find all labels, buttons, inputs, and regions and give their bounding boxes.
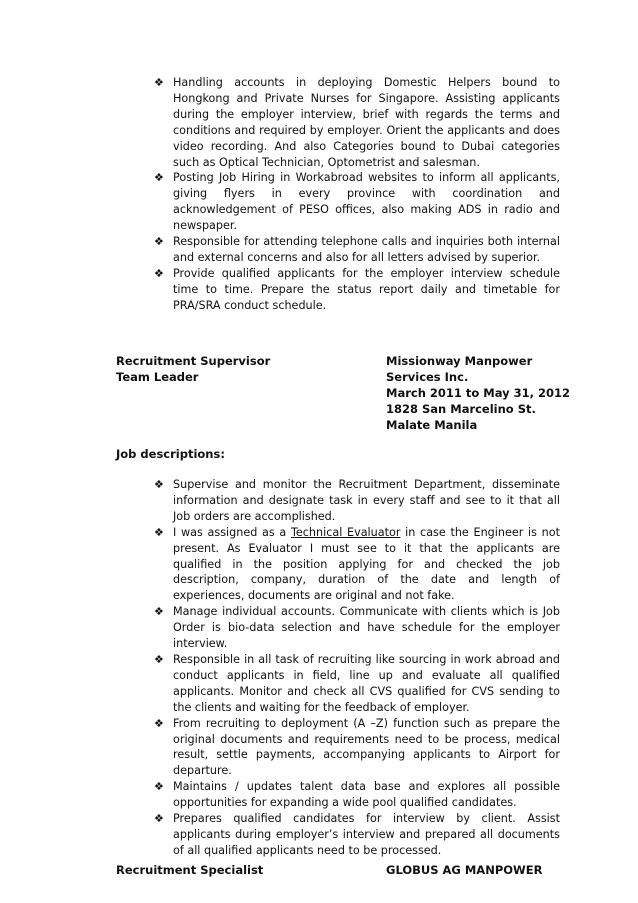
list-item: ❖ Responsible for attending telephone calls and inquiries both internal and external concerns and also for all letters advised by superior. (154, 235, 560, 264)
diamond-bullet-icon: ❖ (154, 652, 164, 666)
list-item: ❖ I was assigned as a Technical Evaluator in case the Engineer is not present. As Evaluator I must see to it that the applicants are qualified in the position applying for and checked the job description, company, duration of the date and length of experiences, documents are original and not fake. (154, 525, 560, 603)
list-item: ❖ Posting Job Hiring in Workabroad websites to inform all applicants, giving flyers in every province with coordination and acknowledgement of PESO offices, also making ADS in radio and newspaper. (154, 171, 560, 233)
job-title: Recruitment Supervisor (116, 354, 271, 368)
company-address-line1: 1828 San Marcelino St. (386, 402, 536, 416)
diamond-bullet-icon: ❖ (154, 266, 164, 280)
list-item: ❖ Handling accounts in deploying Domestic Helpers bound to Hongkong and Private Nurses for Singapore. Assisting applicants during the employer interview, brief with regards the terms and conditions and required by employer. Orient the applicants and does video recording. And also Categories bound to Dubai categories such as Optical Technician, Optometrist and salesman. (154, 76, 560, 169)
next-job-company: GLOBUS AG MANPOWER (386, 863, 543, 877)
list-item: ❖ Supervise and monitor the Recruitment Department, disseminate information and designate task in every staff and see to it that all Job orders are accomplished. (154, 478, 560, 523)
employment-dates: March 2011 to May 31, 2012 (386, 386, 571, 400)
duties-list-previous-job (154, 75, 560, 314)
company-address-line2: Malate Manila (386, 418, 478, 432)
next-job-title: Recruitment Specialist (116, 863, 264, 877)
list-item: ❖ From recruiting to deployment (A –Z) function such as prepare the original documents and requirements need to be process, medical result, settle payments, accompanying applicants to Airport for departure. (154, 716, 560, 778)
list-item: ❖ Prepares qualified candidates for interview by client. Assist applicants during employer’s interview and prepared all documents of all qualified applicants need to be processed. (154, 812, 560, 857)
diamond-bullet-icon: ❖ (154, 525, 164, 539)
section-heading: Job descriptions: (116, 447, 225, 461)
job-role: Team Leader (116, 370, 199, 384)
list-item: ❖ Provide qualified applicants for the employer interview schedule time to time. Prepare the status report daily and timetable for PRA/SRA conduct schedule. (154, 266, 560, 312)
diamond-bullet-icon: ❖ (154, 812, 164, 826)
list-item: ❖ Maintains / updates talent data base and explores all possible opportunities for expanding a wide pool qualified candidates. (154, 780, 560, 810)
diamond-bullet-icon: ❖ (154, 605, 164, 619)
diamond-bullet-icon: ❖ (154, 478, 164, 491)
diamond-bullet-icon: ❖ (154, 235, 164, 249)
diamond-bullet-icon: ❖ (154, 76, 164, 89)
job-descriptions-list (154, 477, 560, 859)
diamond-bullet-icon: ❖ (154, 171, 164, 185)
employer-block (386, 353, 570, 433)
technical-evaluator-term: Technical Evaluator (290, 525, 401, 539)
company-name-line2: Services Inc. (386, 370, 469, 384)
list-item: ❖ Responsible in all task of recruiting like sourcing in work abroad and conduct applicants in field, line up and evaluate all qualified applicants. Monitor and check all CVS qualified for CVS sending to the clients and waiting for the feedback of employer. (154, 652, 560, 714)
list-item: ❖ Manage individual accounts. Communicate with clients which is Job Order is bio-data selection and have schedule for the employer interview. (154, 605, 560, 651)
diamond-bullet-icon: ❖ (154, 780, 164, 794)
company-name-line1: Missionway Manpower (386, 354, 533, 368)
job-title-block (116, 353, 270, 385)
diamond-bullet-icon: ❖ (154, 716, 164, 730)
